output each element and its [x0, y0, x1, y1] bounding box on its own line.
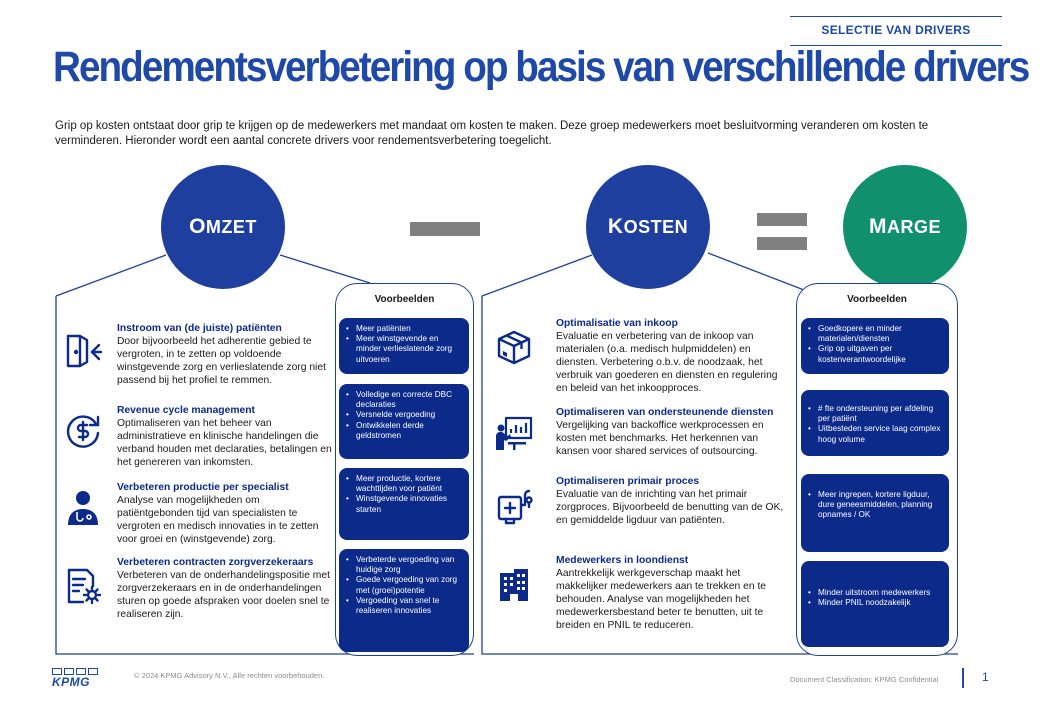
list-item: • Uitbesteden service laag complex hoog volume	[807, 424, 943, 444]
driver-contracten	[117, 557, 332, 622]
list-item: • Goedkopere en minder materialen/diensten	[807, 324, 943, 344]
presentation-icon	[494, 414, 534, 454]
list-item: • Grip op uitgaven per kostenverantwoordelijke	[807, 344, 943, 364]
equals-sign-top	[757, 213, 807, 226]
document-classification: Document Classification: KPMG Confidential	[790, 675, 939, 684]
list-item: • Vergoeding van snel te realiseren innovaties	[345, 596, 463, 616]
list-item: • Meer patiënten	[345, 324, 463, 334]
driver-title: Verbeteren productie per specialist	[117, 482, 289, 493]
doctor-icon	[63, 487, 103, 527]
driver-body: Analyse van mogelijkheden om patiëntgebonden tijd van specialisten te vergroten en medisch innovaties in te zetten voor groei en (winstgevende) zorg.	[117, 494, 319, 545]
driver-body: Verbeteren van de onderhandelingspositie met zorgverzekeraars en in de onderhandelingen sturen op goede afspraken voor doelen snel te realiseren zijn.	[117, 569, 330, 620]
driver-title: Optimalisatie van inkoop	[556, 318, 678, 329]
kosten-examples-box-4	[801, 561, 949, 647]
driver-title: Revenue cycle management	[117, 405, 255, 416]
driver-productie	[117, 482, 332, 547]
page-number: 1	[982, 670, 989, 684]
equals-sign-bottom	[757, 237, 807, 250]
list-item: • Minder PNIL noodzakelijk	[807, 598, 943, 608]
driver-title: Verbeteren contracten zorgverzekeraars	[117, 557, 314, 568]
driver-title: Medewerkers in loondienst	[556, 555, 689, 566]
marge-circle: MARGE	[843, 165, 967, 289]
kosten-examples-box-3	[801, 474, 949, 552]
driver-title: Optimaliseren primair proces	[556, 476, 700, 487]
omzet-examples-box-1	[339, 318, 469, 374]
driver-body: Optimaliseren van het beheer van administratieve en klinische handelingen die verband houden met declaraties, betalingen en het genereren van inkomsten.	[117, 417, 332, 468]
driver-body: Evaluatie van de inrichting van het primair zorgproces. Bijvoorbeeld de benutting van de OK, en gemiddelde ligduur van patiënten.	[556, 488, 784, 526]
driver-title: Instroom van (de juiste) patiënten	[117, 323, 282, 334]
driver-body: Evaluatie en verbetering van de inkoop van materialen (o.a. medisch hulpmiddelen) en diensten. Verbetering o.b.v. de noodzaak, het verbruik van goederen en diensten en regulering en beleid van het inkoopproces.	[556, 330, 778, 394]
examples-heading: Voorbeelden	[374, 294, 435, 305]
list-item: • Verbeterde vergoeding van huidige zorg	[345, 555, 463, 575]
driver-inkoop	[556, 318, 788, 395]
kpmg-logo-text: KPMG	[52, 675, 90, 689]
kpmg-logo	[52, 668, 98, 690]
door-enter-icon	[63, 331, 103, 371]
section-label-text: SELECTIE VAN DRIVERS	[821, 23, 971, 37]
page-title: Rendementsverbetering op basis van verschillende drivers	[53, 43, 1029, 91]
kosten-examples-box-2	[801, 390, 949, 456]
examples-heading: Voorbeelden	[847, 294, 907, 305]
list-item: • Meer productie, kortere wachttijden voor patiënt	[345, 474, 463, 494]
omzet-examples-box-2	[339, 384, 469, 459]
driver-ondersteunende-diensten	[556, 407, 788, 459]
list-item: • Meer winstgevende en minder verlieslatende zorg uitvoeren	[345, 334, 463, 365]
list-item: • Versnelde vergoeding	[345, 410, 463, 420]
building-icon	[494, 565, 534, 605]
list-item: • Minder uitstroom medewerkers	[807, 588, 943, 598]
dollar-cycle-icon	[63, 411, 103, 451]
omzet-examples-box-4	[339, 549, 469, 652]
list-item: • Winstgevende innovaties starten	[345, 494, 463, 514]
driver-title: Optimaliseren van ondersteunende diensten	[556, 407, 774, 418]
driver-loondienst	[556, 555, 788, 632]
list-item: • Goede vergoeding van zorg met (groei)potentie	[345, 575, 463, 595]
minus-sign	[410, 222, 480, 236]
driver-revenue-cycle	[117, 405, 332, 470]
omzet-circle: OMZET	[161, 165, 285, 289]
list-item: • Meer ingrepen, kortere ligduur, dure geneesmiddelen, planning opnames / OK	[807, 490, 943, 521]
driver-primair-proces	[556, 476, 788, 528]
kosten-examples-box-1	[801, 318, 949, 374]
intro-paragraph: Grip op kosten ontstaat door grip te krijgen op de medewerkers met mandaat om kosten te maken. Deze groep medewerkers moet besluitvorming veranderen om kosten te verminderen. Hieronder wordt een aantal concrete drivers voor rendementsverbetering toegelicht.	[55, 120, 929, 147]
contract-settings-icon	[63, 566, 103, 606]
list-item: • Ontwikkelen derde geldstromen	[345, 421, 463, 441]
box-icon	[494, 327, 534, 367]
stethoscope-monitor-icon	[494, 487, 534, 527]
driver-body: Vergelijking van backoffice werkprocessen en kosten met benchmarks. Het herkennen van kansen voor shared services of outsourcing.	[556, 419, 764, 457]
list-item: • Volledige en correcte DBC declaraties	[345, 390, 463, 410]
omzet-examples-box-3	[339, 468, 469, 540]
driver-body: Aantrekkelijk werkgeverschap maakt het makkelijker medewerkers aan te trekken en te behouden. Analyse van mogelijkheden het medewerkersbestand beter te benutten, uit te breiden en PNIL te reduceren.	[556, 567, 767, 631]
copyright: © 2024 KPMG Advisory N.V., Alle rechten voorbehouden.	[134, 671, 325, 680]
driver-instroom	[117, 323, 332, 388]
driver-body: Door bijvoorbeeld het adherentie gebied te vergroten, in te zetten op voldoende winstgevende zorg en verlieslatende zorg niet passend bij het profiel te remmen.	[117, 335, 326, 386]
kosten-circle: KOSTEN	[586, 165, 710, 289]
list-item: • # fte ondersteuning per afdeling per patiënt	[807, 404, 943, 424]
footer-separator	[962, 668, 964, 688]
